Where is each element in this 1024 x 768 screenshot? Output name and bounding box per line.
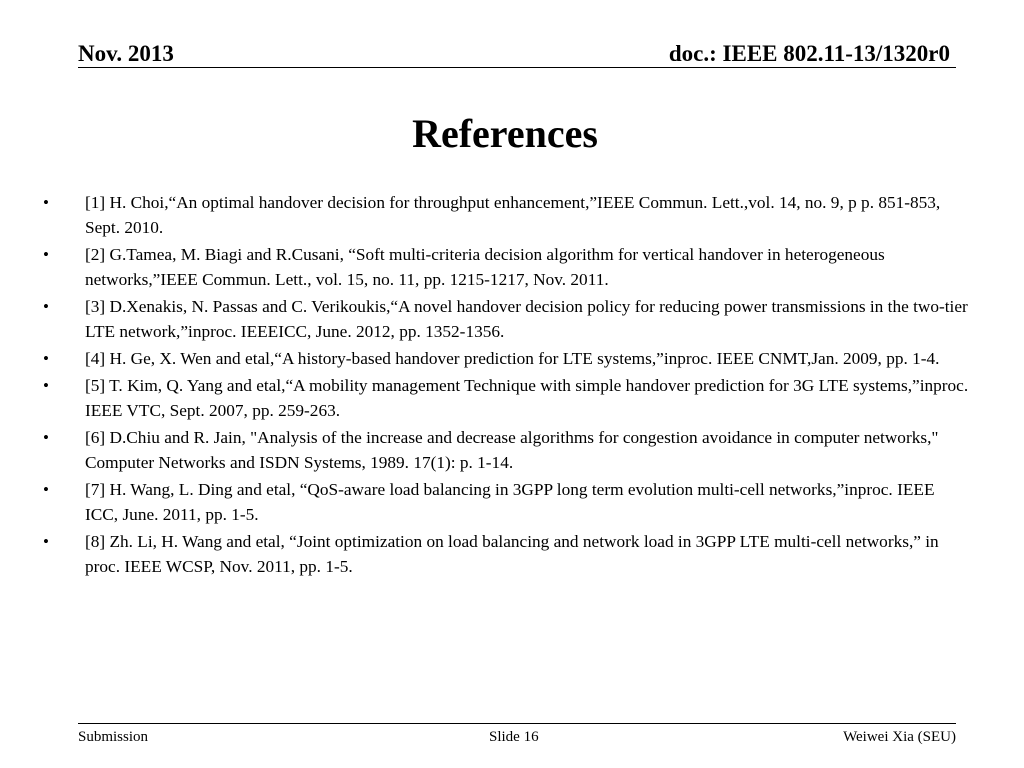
reference-item	[40, 242, 970, 292]
reference-item	[40, 529, 970, 579]
reference-item	[40, 373, 970, 423]
reference-item	[40, 294, 970, 344]
footer-author: Weiwei Xia (SEU)	[843, 729, 956, 745]
slide-footer	[78, 727, 956, 747]
bullet-icon: •	[43, 428, 49, 447]
bullet-icon: •	[43, 297, 49, 316]
header-doc-id: doc.: IEEE 802.11-13/1320r0	[668, 41, 950, 66]
references-list	[40, 190, 970, 581]
reference-item	[40, 425, 970, 475]
reference-text: [6] D.Chiu and R. Jain, "Analysis of the increase and decrease algorithms for congestion avoidance in computer networks," Computer Networks and ISDN Systems, 1989. 17(1): p. 1-14.	[85, 428, 939, 472]
reference-text: [1] H. Choi,“An optimal handover decision for throughput enhancement,”IEEE Commun. Lett.,vol. 14, no. 9, p p. 851-853, Sept. 2010.	[85, 193, 941, 237]
bullet-icon: •	[43, 193, 49, 212]
slide-header	[78, 40, 950, 68]
reference-text: [3] D.Xenakis, N. Passas and C. Verikoukis,“A novel handover decision policy for reducing power transmissions in the two-tier LTE network,”inproc. IEEEICC, June. 2012, pp. 1352-1356.	[85, 297, 968, 341]
footer-slide-number: Slide 16	[489, 729, 539, 745]
reference-text: [2] G.Tamea, M. Biagi and R.Cusani, “Soft multi-criteria decision algorithm for vertical handover in heterogeneous networks,”IEEE Commun. Lett., vol. 15, no. 11, pp. 1215-1217, Nov. 2011.	[85, 245, 885, 289]
reference-text: [5] T. Kim, Q. Yang and etal,“A mobility management Technique with simple handover prediction for 3G LTE systems,”inproc. IEEE VTC, Sept. 2007, pp. 259-263.	[85, 376, 969, 420]
footer-divider	[78, 723, 956, 724]
reference-text: [7] H. Wang, L. Ding and etal, “QoS-aware load balancing in 3GPP long term evolution multi-cell networks,”inproc. IEEE ICC, June. 2011, pp. 1-5.	[85, 480, 935, 524]
bullet-icon: •	[43, 245, 49, 264]
reference-item	[40, 190, 970, 240]
bullet-icon: •	[43, 532, 49, 551]
reference-text: [8] Zh. Li, H. Wang and etal, “Joint optimization on load balancing and network load in 3GPP LTE multi-cell networks,” in proc. IEEE WCSP, Nov. 2011, pp. 1-5.	[85, 532, 939, 576]
bullet-icon: •	[43, 349, 49, 368]
bullet-icon: •	[43, 480, 49, 499]
header-divider	[78, 67, 956, 68]
slide-title: References	[412, 111, 598, 156]
footer-submission: Submission	[78, 729, 149, 745]
reference-text: [4] H. Ge, X. Wen and etal,“A history-based handover prediction for LTE systems,”inproc. IEEE CNMT,Jan. 2009, pp. 1-4.	[85, 349, 940, 368]
reference-item	[40, 346, 970, 371]
reference-item	[40, 477, 970, 527]
bullet-icon: •	[43, 376, 49, 395]
header-date: Nov. 2013	[78, 41, 174, 66]
